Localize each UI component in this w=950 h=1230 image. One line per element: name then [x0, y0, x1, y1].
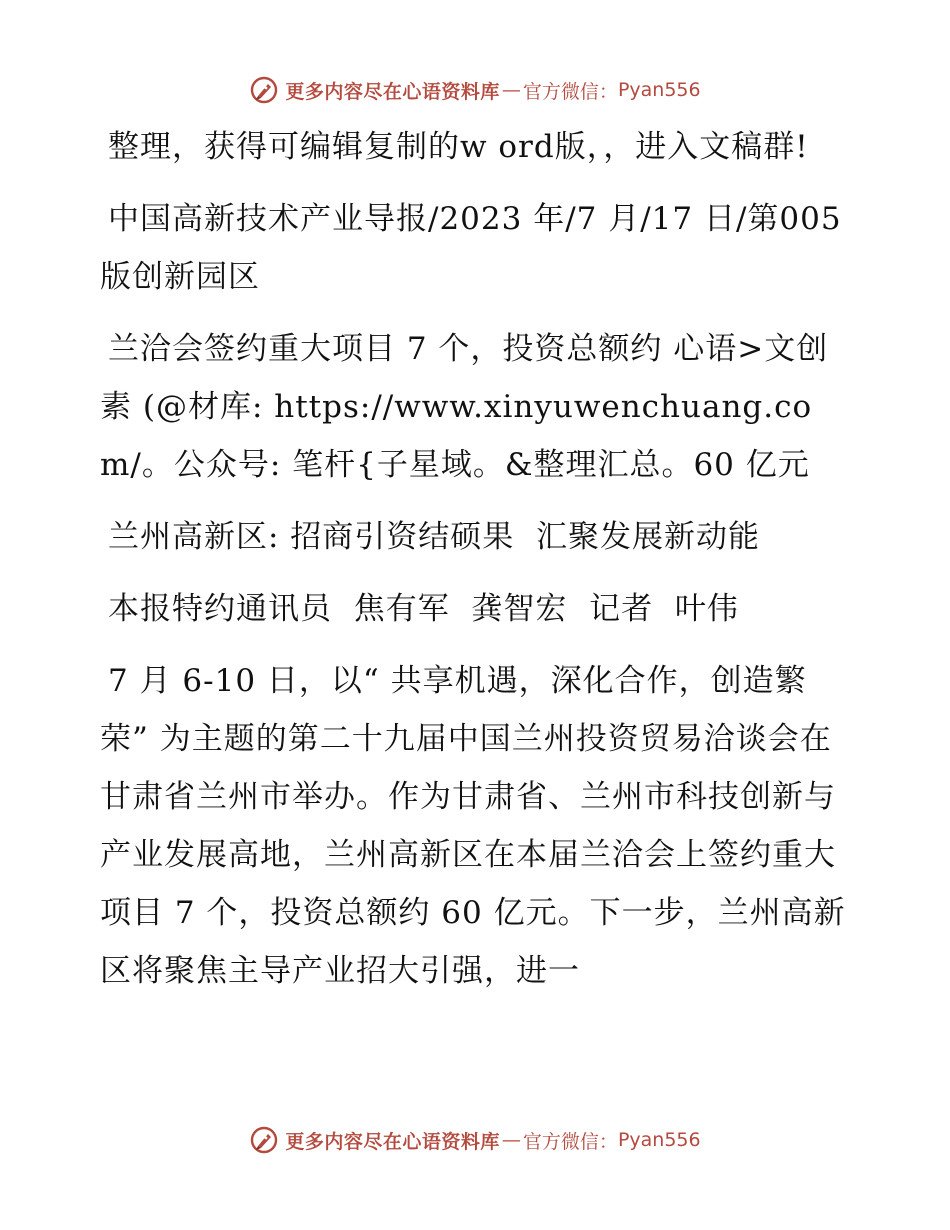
- pen-nib-circle-icon: [249, 75, 279, 105]
- paragraph-subheadline: 兰州高新区: 招商引资结硕果 汇聚发展新动能: [108, 519, 761, 555]
- paragraph-article-body: 7 月 6-10 日，以“ 共享机遇，深化合作，创造繁荣” 为主题的第二十九届中国兰州投资贸易洽谈会在甘肃省兰州市举办。作为甘肃省、兰州市科技创新与产业发展高地，兰州高新区在本届兰洽会上签约重大项目 7 个，投资总额约 60 亿元。下一步，兰州高新区将聚焦主导产业招大引强，进一: [100, 663, 846, 989]
- document-body: [100, 118, 852, 1014]
- banner-text: 更多内容尽在心语资料库: [285, 1130, 500, 1153]
- footer-banner: [0, 1120, 950, 1160]
- banner-contact-id: Pyan556: [617, 79, 701, 101]
- paragraph-headline: 兰洽会签约重大项目 7 个，投资总额约 心语>文创素 (@材库: https://www.xinyuwenchuang.com/。公众号: 笔杆{子星域。&整理汇总。60 亿元: [100, 331, 829, 483]
- banner-contact-label: 官方微信：: [522, 1130, 618, 1153]
- pen-nib-circle-icon: [249, 1125, 279, 1155]
- paragraph-byline: 本报特约通讯员 焦有军 龚智宏 记者 叶伟: [108, 591, 739, 627]
- paragraph-intro: 整理，获得可编辑复制的w ord版，，进入文稿群!: [108, 129, 809, 165]
- banner-contact-label: 官方微信：: [522, 80, 618, 103]
- paragraph-source: 中国高新技术产业导报/2023 年/7 月/17 日/第005 版创新园区: [100, 201, 853, 295]
- banner-separator: —: [501, 79, 521, 101]
- banner-text: 更多内容尽在心语资料库: [285, 80, 500, 103]
- banner-contact-id: Pyan556: [617, 1129, 701, 1151]
- banner-separator: —: [501, 1129, 521, 1151]
- header-banner: [0, 70, 950, 110]
